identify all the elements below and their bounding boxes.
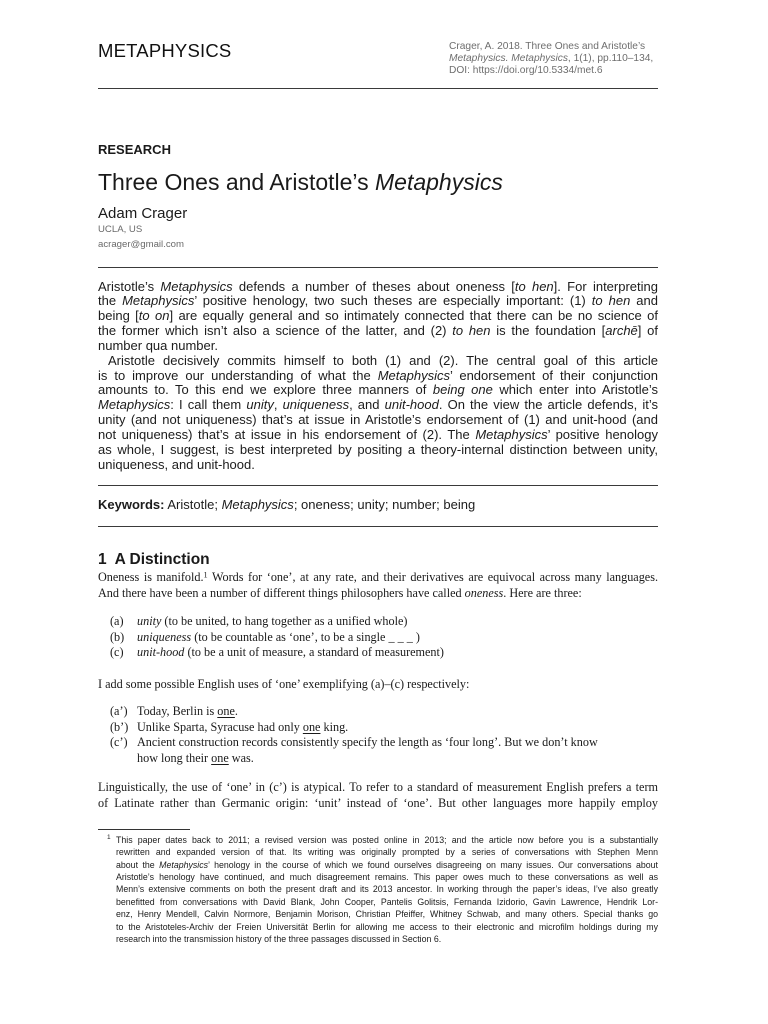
list-label: (a) [110, 614, 124, 628]
text-line: Aristotle’s henology have continued, and much disagreement remains. This paper owes much to these conversations as well as [116, 872, 658, 883]
text-line: Aristotle decisively commits himself to both (1) and (2). The central goal of this article [108, 352, 658, 368]
section-heading [98, 550, 210, 570]
text-line: Today, Berlin is one. [137, 704, 238, 718]
abstract [98, 280, 658, 473]
footnote-divider [98, 829, 190, 830]
paragraph [98, 779, 658, 811]
italic-text: Metaphysics [511, 53, 568, 64]
citation-line: Metaphysics. Metaphysics, 1(1), pp.110–134, [449, 53, 654, 64]
text-line: uniqueness, and unit-hood. [98, 456, 255, 472]
italic-text: uniqueness [137, 629, 192, 644]
underlined-text: one [217, 704, 235, 718]
italic-text: Metaphysics [221, 497, 294, 512]
text-line: rewritten and expanded version of that. Its writing was originally prompted by a series of conversations with Stephen Menn [116, 847, 658, 858]
footnote-reference: 1 [203, 570, 208, 580]
italic-text: unity [137, 614, 162, 628]
article-type-label: RESEARCH [98, 142, 171, 157]
paragraph [98, 354, 658, 473]
section-title: A Distinction [114, 551, 210, 568]
list-item-a [110, 614, 658, 630]
text-line: the former which isn’t also a science of the latter, and (2) to hen is the foundation [archē] of [98, 323, 658, 339]
italic-text: archē [605, 323, 638, 339]
senses-list [110, 614, 658, 661]
text-line: Menn’s extensive comments on both the present draft and its 2013 ancestor. In working through the paper’s ideas, I’ve also greatly [116, 884, 658, 895]
text-line: Aristotle’s Metaphysics defends a number of theses about oneness [to hen]. For interpreting [98, 278, 658, 294]
keywords-label: Keywords: [98, 497, 165, 512]
underlined-text: one [211, 750, 229, 765]
italic-text: Metaphysics [98, 397, 171, 413]
italic-text: Metaphysics [375, 169, 503, 195]
list-item-c-prime [110, 735, 658, 766]
text-line: number qua number. [98, 337, 218, 353]
list-text [137, 614, 658, 630]
list-text [137, 735, 658, 766]
italic-text: unity [246, 397, 274, 413]
text-line: benefitted from conversations with David Blank, John Cooper, Pantelis Golitsis, Fernanda Izidorio, Gavin Lawrence, Hendrik Lor- [116, 896, 658, 907]
examples-list [110, 704, 658, 766]
paragraph [98, 569, 658, 601]
text-line: Oneness is manifold.$^1$ Words for ‘one’, at any rate, and their derivatives are equivocal across many languages. [98, 570, 658, 584]
text-line: enz, Henry Mendell, Calvin Normore, Benjamin Morison, Christian Pfeiffer, Whitney Schwab, and many others. Special thanks go [116, 909, 658, 920]
abstract-top-divider [98, 267, 658, 268]
italic-text: Metaphysics [475, 426, 548, 442]
list-text [137, 720, 658, 736]
journal-name: METAPHYSICS [98, 40, 232, 61]
author-email-link[interactable]: acrager@gmail.com [98, 239, 184, 250]
italic-text: oneness [464, 586, 504, 600]
keywords-divider [98, 526, 658, 527]
text-line: not uniqueness) that’s at issue in his endorsement of (2). The Metaphysics’ positive henology [98, 426, 658, 442]
italic-text: Metaphysics [377, 367, 450, 383]
paragraph [98, 676, 658, 692]
italic-text: Metaphysics [159, 859, 209, 870]
italic-text: unit-hood [137, 645, 185, 660]
italic-text: unit-hood [384, 397, 439, 413]
text-line: Ancient construction records consistently specify the length as ‘four long’. But we don’t know [137, 735, 598, 750]
author-name: Adam Crager [98, 205, 188, 222]
text-line: Unlike Sparta, Syracuse had only one king. [137, 719, 349, 734]
footnote-marker: 1 [107, 834, 111, 841]
text-line: is to improve our understanding of what the Metaphysics’ endorsement of their conjunction [98, 367, 658, 383]
text-line: amounts to. To this end we explore three manners of being one which enter into Aristotle’s [98, 382, 658, 398]
paragraph [116, 834, 658, 946]
footnote-text [116, 834, 658, 946]
list-item-b-prime [110, 720, 658, 736]
italic-text: uniqueness [282, 397, 350, 413]
italic-text: Metaphysics. [449, 53, 509, 64]
text-line: research into the transmission history of the three passages discussed in Section 6. [116, 934, 442, 945]
text-line: the Metaphysics’ positive henology, two such theses are especially important: (1) to hen and [98, 293, 658, 309]
list-label: (b) [110, 629, 125, 644]
italic-text: Metaphysics [160, 278, 233, 294]
list-item-b [110, 630, 658, 646]
list-label: (a’) [110, 704, 128, 718]
abstract-bottom-divider [98, 485, 658, 486]
italic-text: Metaphysics [122, 293, 195, 309]
discussion-paragraph [98, 779, 658, 811]
paragraph [98, 280, 658, 354]
text-line: And there have been a number of different things philosophers have called oneness. Here are three: [98, 586, 582, 600]
keywords-line [98, 497, 658, 513]
text-line: about the Metaphysics’ henology in the course of which we found ourselves disagreeing on many issues. Our conversations about [116, 859, 658, 870]
list-label: (c’) [110, 735, 128, 750]
text-line: This paper dates back to 2011; a revised version was posted online in 2013; and the article now before you is a substantially [116, 834, 658, 845]
list-text [137, 704, 658, 720]
examples-intro-paragraph [98, 676, 658, 692]
list-label: (b’) [110, 719, 129, 734]
text-line: to the Aristoteles-Archiv der Freien Universität Berlin for allowing me access to their electronic and microfilm holdings during my [116, 921, 658, 932]
citation-line: Crager, A. 2018. Three Ones and Aristotle’s [449, 41, 646, 52]
author-affiliation: UCLA, US [98, 224, 143, 235]
text-line: unit-hood (to be a unit of measure, a standard of measurement) [137, 645, 444, 660]
list-item-c [110, 645, 658, 661]
text-line: how long their one was. [137, 750, 254, 765]
list-text [137, 630, 658, 646]
italic-text: to hen [591, 293, 631, 309]
underlined-text: one [302, 719, 321, 734]
keywords-list: Aristotle; Metaphysics; oneness; unity; number; being [167, 497, 476, 512]
header-divider [98, 88, 658, 89]
list-text [137, 645, 658, 661]
citation-block [449, 41, 661, 77]
doi-label: DOI: [449, 65, 470, 76]
text-line: unity (to be united, to hang together as a unified whole) [137, 614, 408, 628]
text-line: being [to on] are equally general and so intimately connected that there can be no science of [98, 308, 658, 324]
text-line: I add some possible English uses of ‘one’ exemplifying (a)–(c) respectively: [98, 677, 470, 691]
italic-text: to hen [514, 278, 554, 294]
list-item-a-prime [110, 704, 658, 720]
text-line: Linguistically, the use of ‘one’ in (c’) is atypical. To refer to a standard of measurement English prefers a term [98, 780, 658, 794]
text-line: Metaphysics: I call them unity, uniqueness, and unit-hood. On the view the article defends, it’s [98, 397, 658, 413]
italic-text: to hen [452, 323, 491, 339]
italic-text: to on [138, 308, 170, 324]
text-line: uniqueness (to be countable as ‘one’, to be a single _ _ _ ) [137, 629, 420, 644]
text-line: of Latinate rather than Germanic origin: ‘unit’ instead of ‘one’. But other languages more happily employ [98, 796, 658, 810]
article-title: Three Ones and Aristotle’s Metaphysics [98, 169, 503, 195]
section-number: 1 [98, 551, 107, 568]
text-line: unity (and not uniqueness) that’s at issue in Aristotle’s endorsement of (1) and unit-hood (and [98, 412, 658, 428]
list-label: (c) [110, 645, 124, 660]
text-line: as whole, I suggest, is best interpreted by positing a theory-internal distinction between unity, [98, 441, 658, 457]
section-intro-paragraph [98, 569, 658, 601]
doi-link[interactable]: https://doi.org/10.5334/met.6 [472, 65, 603, 76]
citation-doi-line [449, 65, 661, 77]
italic-text: being one [432, 382, 493, 398]
